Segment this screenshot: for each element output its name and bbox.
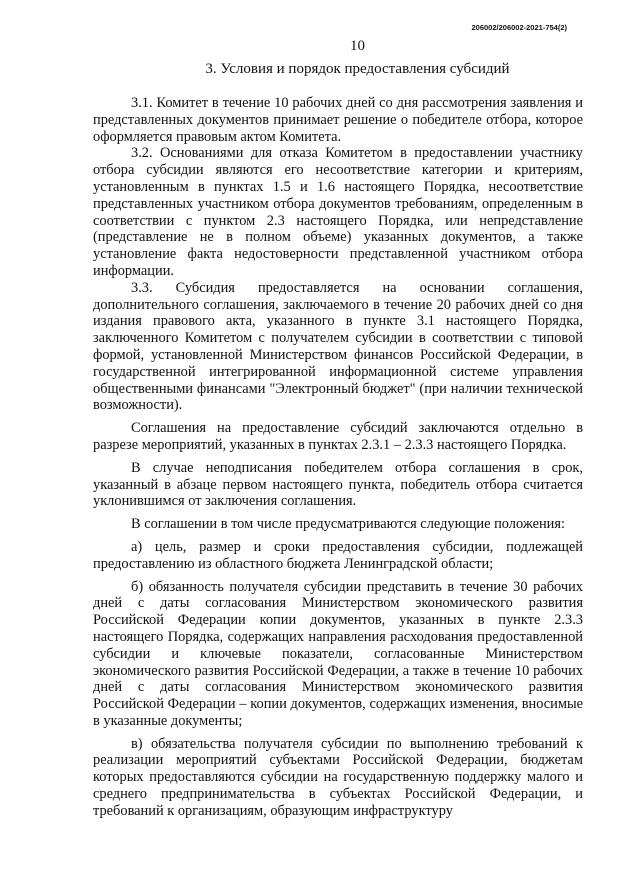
paragraph-3-3: 3.3. Субсидия предоставляется на основании соглашения, дополнительного соглашения, заключаемого в течение 20 рабочих дней со дня издания правового акта, указанного в пункте 3.1 настоящего Порядка, заключенного Комитетом с получателем субсидии в соответствии с типовой формой, установленной Министерством финансов Российской Федерации, в государственной интегрированной информационной системе управления общественными финансами "Электронный бюджет" (при наличии технической возможности). <box>93 279 583 414</box>
list-item-v: в) обязательства получателя субсидии по выполнению требований к реализации мероприятий субъектами Российской Федерации, бюджетам которых предоставляются субсидии на государственную поддержку малого и среднего предпринимательства в субъектах Российской Федерации, и требований к организациям, образующим инфраструктуру <box>93 735 583 819</box>
paragraph-3-1: 3.1. Комитет в течение 10 рабочих дней со дня рассмотрения заявления и представленных документов принимает решение о победителе отбора, которое оформляется правовым актом Комитета. <box>93 95 583 145</box>
document-body <box>93 95 583 820</box>
page-number: 10 <box>350 38 365 54</box>
list-item-b: б) обязанность получателя субсидии представить в течение 30 рабочих дней с даты согласования Министерством экономического развития Российской Федерации копии документов, указанных в пункте 2.3.3 настоящего Порядка, содержащих направления расходования предоставленной субсидии и ключевые показатели, согласованные Министерством экономического развития Российской Федерации, а также в течение 10 рабочих дней с даты согласования Министерством экономического развития Российской Федерации – копии документов, содержащих изменения, вносимые в указанные документы; <box>93 578 583 729</box>
paragraph-3-2: 3.2. Основаниями для отказа Комитетом в предоставлении участнику отбора субсидии являются его несоответствие категории и критериям, установленным в пунктах 1.5 и 1.6 настоящего Порядка, несоответствие представленных участником отбора документов требованиям, определенным в соответствии с пунктом 2.3 настоящего Порядка, или непредставление (представление не в полном объеме) указанных документов, а также установление факта недостоверности представленной участником отбора информации. <box>93 145 583 279</box>
paragraph-agreements: Соглашения на предоставление субсидий заключаются отдельно в разрезе мероприятий, указанных в пунктах 2.3.1 – 2.3.3 настоящего Порядка. <box>93 420 583 453</box>
document-id: 206002/206002-2021-754(2) <box>471 23 567 32</box>
paragraph-unsigned: В случае неподписания победителем отбора соглашения в срок, указанный в абзаце первом настоящего пункта, победитель отбора считается уклонившимся от заключения соглашения. <box>93 459 583 510</box>
paragraph-provisions: В соглашении в том числе предусматриваются следующие положения: <box>131 516 565 533</box>
list-item-a: а) цель, размер и сроки предоставления субсидии, подлежащей предоставлению из областного бюджета Ленинградской области; <box>93 538 583 572</box>
section-title: 3. Условия и порядок предоставления субсидий <box>205 61 510 77</box>
